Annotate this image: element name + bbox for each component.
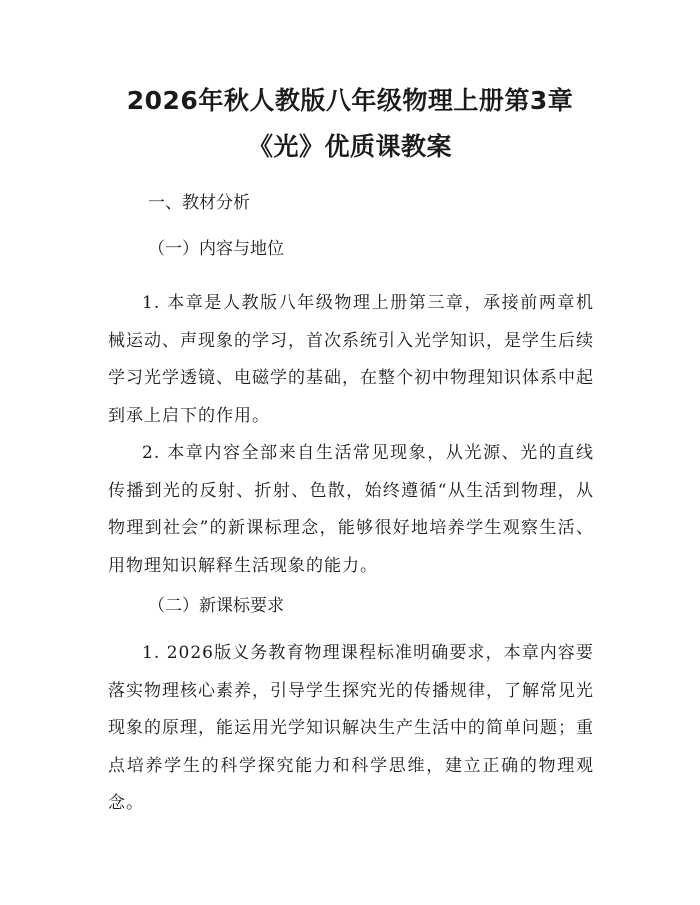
- document-title-line-1: 2026年秋人教版八年级物理上册第3章: [126, 86, 574, 115]
- document-title-line-2: 《光》优质课教案: [247, 132, 452, 161]
- subsection-heading-content-position: （一）内容与地位: [148, 239, 284, 259]
- paragraph-curriculum-requirement: 1. 2026版义务教育物理课程标准明确要求，本章内容要落实物理核心素养，引导学生探究光的传播规律，了解常见光现象的原理，能运用光学知识解决生产生活中的简单问题；重点培养学生的科学探究能力和科学思维，建立正确的物理观念。: [108, 643, 594, 813]
- paragraph-chapter-position: 1. 本章是人教版八年级物理上册第三章，承接前两章机械运动、声现象的学习，首次系统引入光学知识，是学生后续学习光学透镜、电磁学的基础，在整个初中物理知识体系中起到承上启下的作用。: [108, 293, 594, 426]
- paragraph-chapter-content: 2. 本章内容全部来自生活常见现象，从光源、光的直线传播到光的反射、折射、色散，始终遵循“从生活到物理，从物理到社会”的新课标理念，能够很好地培养学生观察生活、用物理知识解释生活现象的能力。: [108, 443, 594, 576]
- subsection-heading-curriculum-standard: （二）新课标要求: [148, 596, 284, 616]
- section-heading-textbook-analysis: 一、教材分析: [148, 193, 250, 213]
